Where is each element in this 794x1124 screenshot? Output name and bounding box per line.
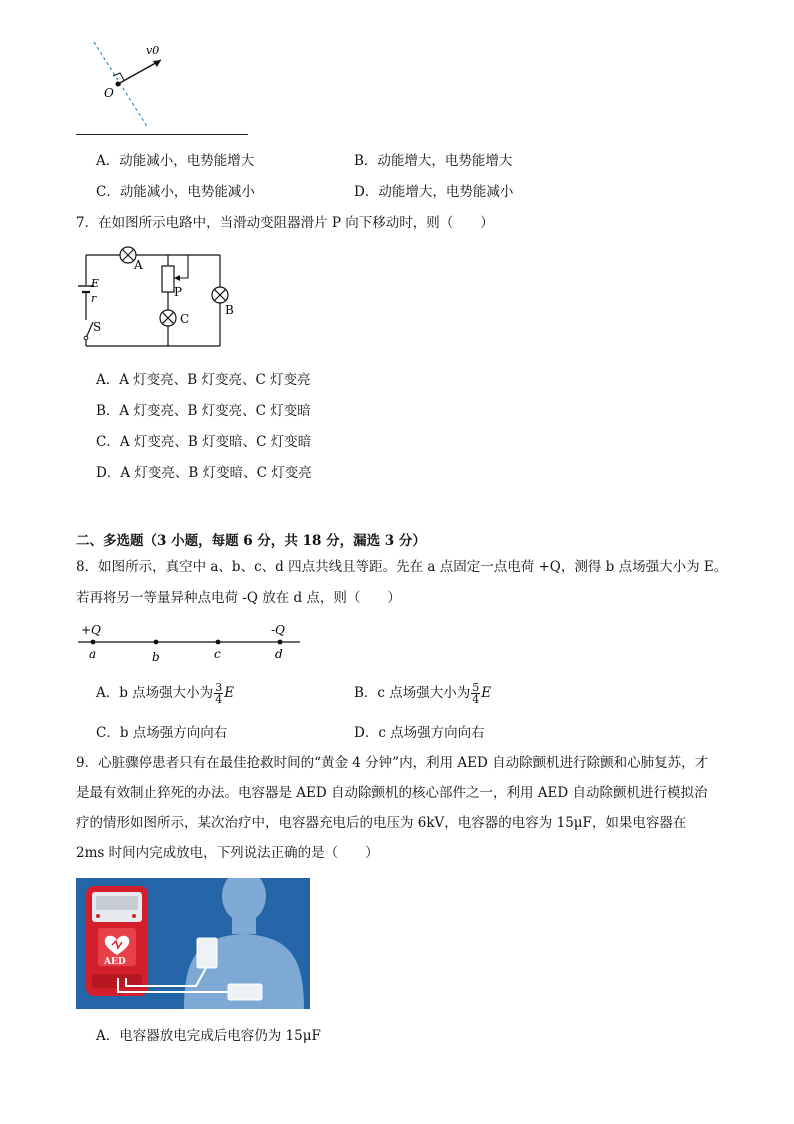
- rheostat-slider-arrow: [174, 275, 180, 281]
- point-a: [91, 640, 96, 645]
- q8-line-figure: [76, 620, 306, 664]
- lamp-c-label: C: [180, 312, 190, 326]
- label-a: a: [89, 647, 97, 661]
- fraction-three-quarters: $\frac{3}{4}$: [215, 681, 223, 706]
- section-2-heading: 二、多选题（3 小题，每题 6 分，共 18 分，漏选 3 分）: [76, 533, 426, 549]
- q8-option-c[interactable]: C．b 点场强方向向右: [96, 725, 228, 741]
- switch-pivot: [84, 336, 88, 340]
- aed-illustration: [76, 878, 310, 1009]
- q8-option-a-unit: E: [224, 685, 235, 701]
- q8-stem-line-1: 8．如图所示，真空中 a、b、c、d 四点共线且等距。先在 a 点固定一点电荷 +Q，测得 b 点场强大小为 E。: [76, 559, 728, 575]
- electrode-pad-upper: [197, 938, 217, 968]
- emf-label: E: [91, 277, 100, 290]
- q7-circuit-figure: [76, 240, 246, 355]
- v0-label: v0: [146, 44, 160, 57]
- q6-option-c[interactable]: C．动能减小，电势能减小: [96, 184, 255, 200]
- q8-option-a[interactable]: [96, 681, 234, 705]
- q6-option-a[interactable]: A．动能减小，电势能增大: [96, 153, 255, 169]
- o-label: O: [104, 86, 114, 100]
- q8-option-d[interactable]: D．c 点场强方向向右: [354, 725, 485, 741]
- point-c: [216, 640, 221, 645]
- label-b: b: [152, 650, 160, 664]
- q8-option-b-text: B．c 点场强大小为: [354, 685, 471, 701]
- charge-plus-q-label: +Q: [81, 623, 101, 637]
- electrode-pad-lower: [228, 984, 262, 1000]
- lamp-a-label: A: [134, 258, 143, 272]
- q6-figure: [76, 38, 256, 138]
- lamp-c: [160, 310, 176, 326]
- charge-minus-q-label: -Q: [271, 623, 285, 637]
- q7-option-b[interactable]: B．A 灯变亮、B 灯变亮、C 灯变暗: [96, 403, 311, 419]
- q8-option-b[interactable]: [354, 681, 491, 705]
- q8-stem-line-2: 若再将另一等量异种点电荷 -Q 放在 d 点，则（ ）: [76, 590, 401, 606]
- slider-p-label: P: [174, 285, 183, 299]
- q8-option-a-text: A．b 点场强大小为: [96, 685, 214, 701]
- q7-option-d[interactable]: D．A 灯变亮、B 灯变暗、C 灯变亮: [96, 465, 312, 481]
- figure-divider: [76, 134, 248, 135]
- aed-label: AED: [104, 957, 126, 967]
- switch-label: S: [93, 320, 102, 334]
- q7-stem: 7．在如图所示电路中，当滑动变阻器滑片 P 向下移动时，则（ ）: [76, 215, 494, 231]
- rheostat: [162, 266, 174, 292]
- velocity-arrow: [118, 60, 161, 84]
- q8-option-b-unit: E: [481, 685, 492, 701]
- label-d: d: [275, 647, 283, 661]
- point-d: [278, 640, 283, 645]
- q6-option-d[interactable]: D．动能增大，电势能减小: [354, 184, 514, 200]
- point-b: [154, 640, 159, 645]
- lamp-b-label: B: [225, 303, 234, 317]
- point-o: [116, 82, 121, 87]
- q7-option-c[interactable]: C．A 灯变亮、B 灯变暗、C 灯变暗: [96, 434, 312, 450]
- q7-option-a[interactable]: A．A 灯变亮、B 灯变亮、C 灯变亮: [96, 372, 311, 388]
- label-c: c: [214, 647, 221, 661]
- resistance-label: r: [91, 292, 97, 305]
- q6-option-b[interactable]: B．动能增大，电势能增大: [354, 153, 513, 169]
- lamp-b: [212, 287, 228, 303]
- q9-option-a[interactable]: A．电容器放电完成后电容仍为 15μF: [96, 1028, 321, 1044]
- equipotential-dashed-line: [94, 42, 148, 128]
- rheostat-slider-wire: [178, 255, 188, 278]
- q9-stem: 9．心脏骤停患者只有在最佳抢救时间的“黄金 4 分钟”内，利用 AED 自动除颤机进行除颤和心肺复苏，才是最有效制止猝死的办法。电容器是 AED 自动除颤机的核心部件之一，利用 AED 自动除颤机进行模拟治疗的情形如图所示，某次治疗中，电容器充电后的电压为 6kV，电容器的电容为 15μF，如果电容器在 2ms 时间内完成放电，下列说法正确的是（ ）: [76, 755, 709, 861]
- fraction-five-quarters: $\frac{5}{4}$: [472, 681, 480, 706]
